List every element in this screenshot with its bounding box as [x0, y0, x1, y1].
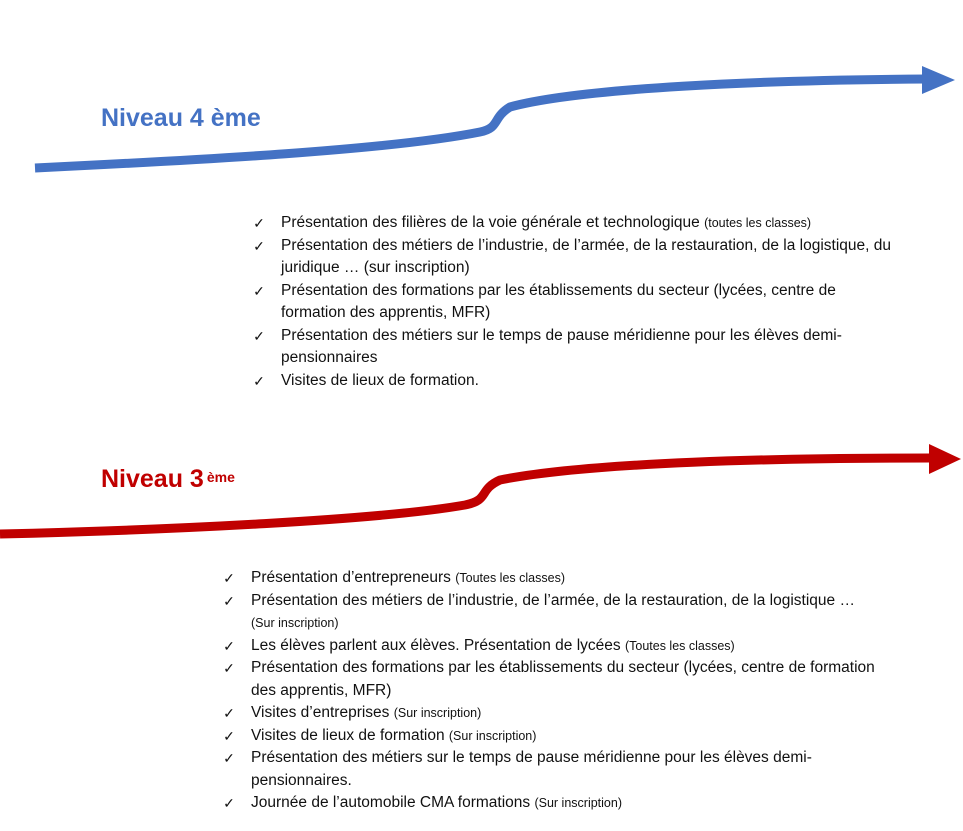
checkmark-icon: ✓	[223, 592, 235, 609]
level-4-list-item	[252, 212, 892, 235]
level-3-list-item	[222, 747, 882, 792]
level-4-list-item	[252, 325, 892, 370]
checkmark-icon: ✓	[223, 727, 235, 744]
checkmark-icon: ✓	[253, 215, 265, 231]
list-item-text: Présentation des métiers sur le temps de pause méridienne pour les élèves demi-pensionnaires	[281, 326, 842, 366]
list-item-text: Journée de l’automobile CMA formations	[251, 794, 531, 811]
level-3-list-item	[222, 792, 882, 815]
level-3-arrowhead	[929, 444, 961, 474]
level-4-arrowhead	[922, 66, 955, 94]
checkmark-icon: ✓	[223, 795, 235, 811]
list-item-text: Visites de lieux de formation.	[281, 371, 479, 389]
checkmark-icon: ✓	[253, 237, 265, 254]
checkmark-icon: ✓	[223, 660, 235, 676]
list-item-note: (Sur inscription)	[534, 796, 622, 810]
level-4-title	[101, 103, 261, 133]
list-item-note: (Toutes les classes)	[624, 638, 735, 653]
list-item-text: Présentation des formations par les établissements du secteur (lycées, centre de formation des apprentis, MFR)	[251, 659, 875, 699]
list-item-note: (Toutes les classes)	[455, 571, 565, 585]
level-3-list-item	[222, 567, 882, 590]
list-item-text: Présentation des métiers de l’industrie, de l’armée, de la restauration, de la logistique …	[251, 591, 855, 609]
list-item-text: Présentation des formations par les établissements du secteur (lycées, centre de formation des apprentis, MFR)	[281, 281, 836, 321]
level-3-list-item	[222, 635, 882, 658]
list-item-text: Présentation des métiers de l’industrie, de l’armée, de la restauration, de la logistique, du juridique … (sur inscription)	[281, 236, 892, 276]
level-3-title	[101, 464, 235, 494]
level-4-list-item	[252, 280, 892, 325]
level-3-title-superscript: ème	[206, 469, 235, 485]
checkmark-icon: ✓	[253, 327, 265, 344]
level-3-list-item	[222, 590, 882, 635]
list-item-text: Visites d’entreprises	[251, 704, 390, 721]
checkmark-icon: ✓	[223, 705, 235, 721]
checkmark-icon: ✓	[253, 282, 265, 299]
level-3-list-item	[222, 657, 882, 702]
list-item-text: Les élèves parlent aux élèves. Présentation de lycées	[251, 636, 621, 654]
level-3-list-item	[222, 702, 882, 725]
level-3-list	[222, 567, 882, 815]
list-item-note: (Sur inscription)	[448, 728, 537, 743]
list-item-note: (toutes les classes)	[704, 216, 812, 230]
level-4-list-item	[252, 370, 892, 393]
level-3-list-item	[222, 725, 882, 748]
list-item-note: (Sur inscription)	[393, 706, 482, 720]
level-4-title-text: Niveau 4 ème	[101, 104, 261, 132]
checkmark-icon: ✓	[223, 637, 235, 654]
list-item-text: Visites de lieux de formation	[251, 726, 445, 744]
level-3-title-text: Niveau 3	[101, 465, 204, 493]
checkmark-icon: ✓	[223, 750, 235, 766]
list-item-text: Présentation d’entrepreneurs	[251, 569, 451, 586]
checkmark-icon: ✓	[223, 570, 235, 586]
level-4-list	[252, 212, 892, 392]
level-4-list-item	[252, 235, 892, 280]
list-item-note: (Sur inscription)	[251, 616, 339, 630]
list-item-text: Présentation des filières de la voie générale et technologique	[281, 214, 700, 231]
list-item-text: Présentation des métiers sur le temps de pause méridienne pour les élèves demi-pensionnaires.	[251, 749, 812, 789]
checkmark-icon: ✓	[253, 372, 265, 389]
